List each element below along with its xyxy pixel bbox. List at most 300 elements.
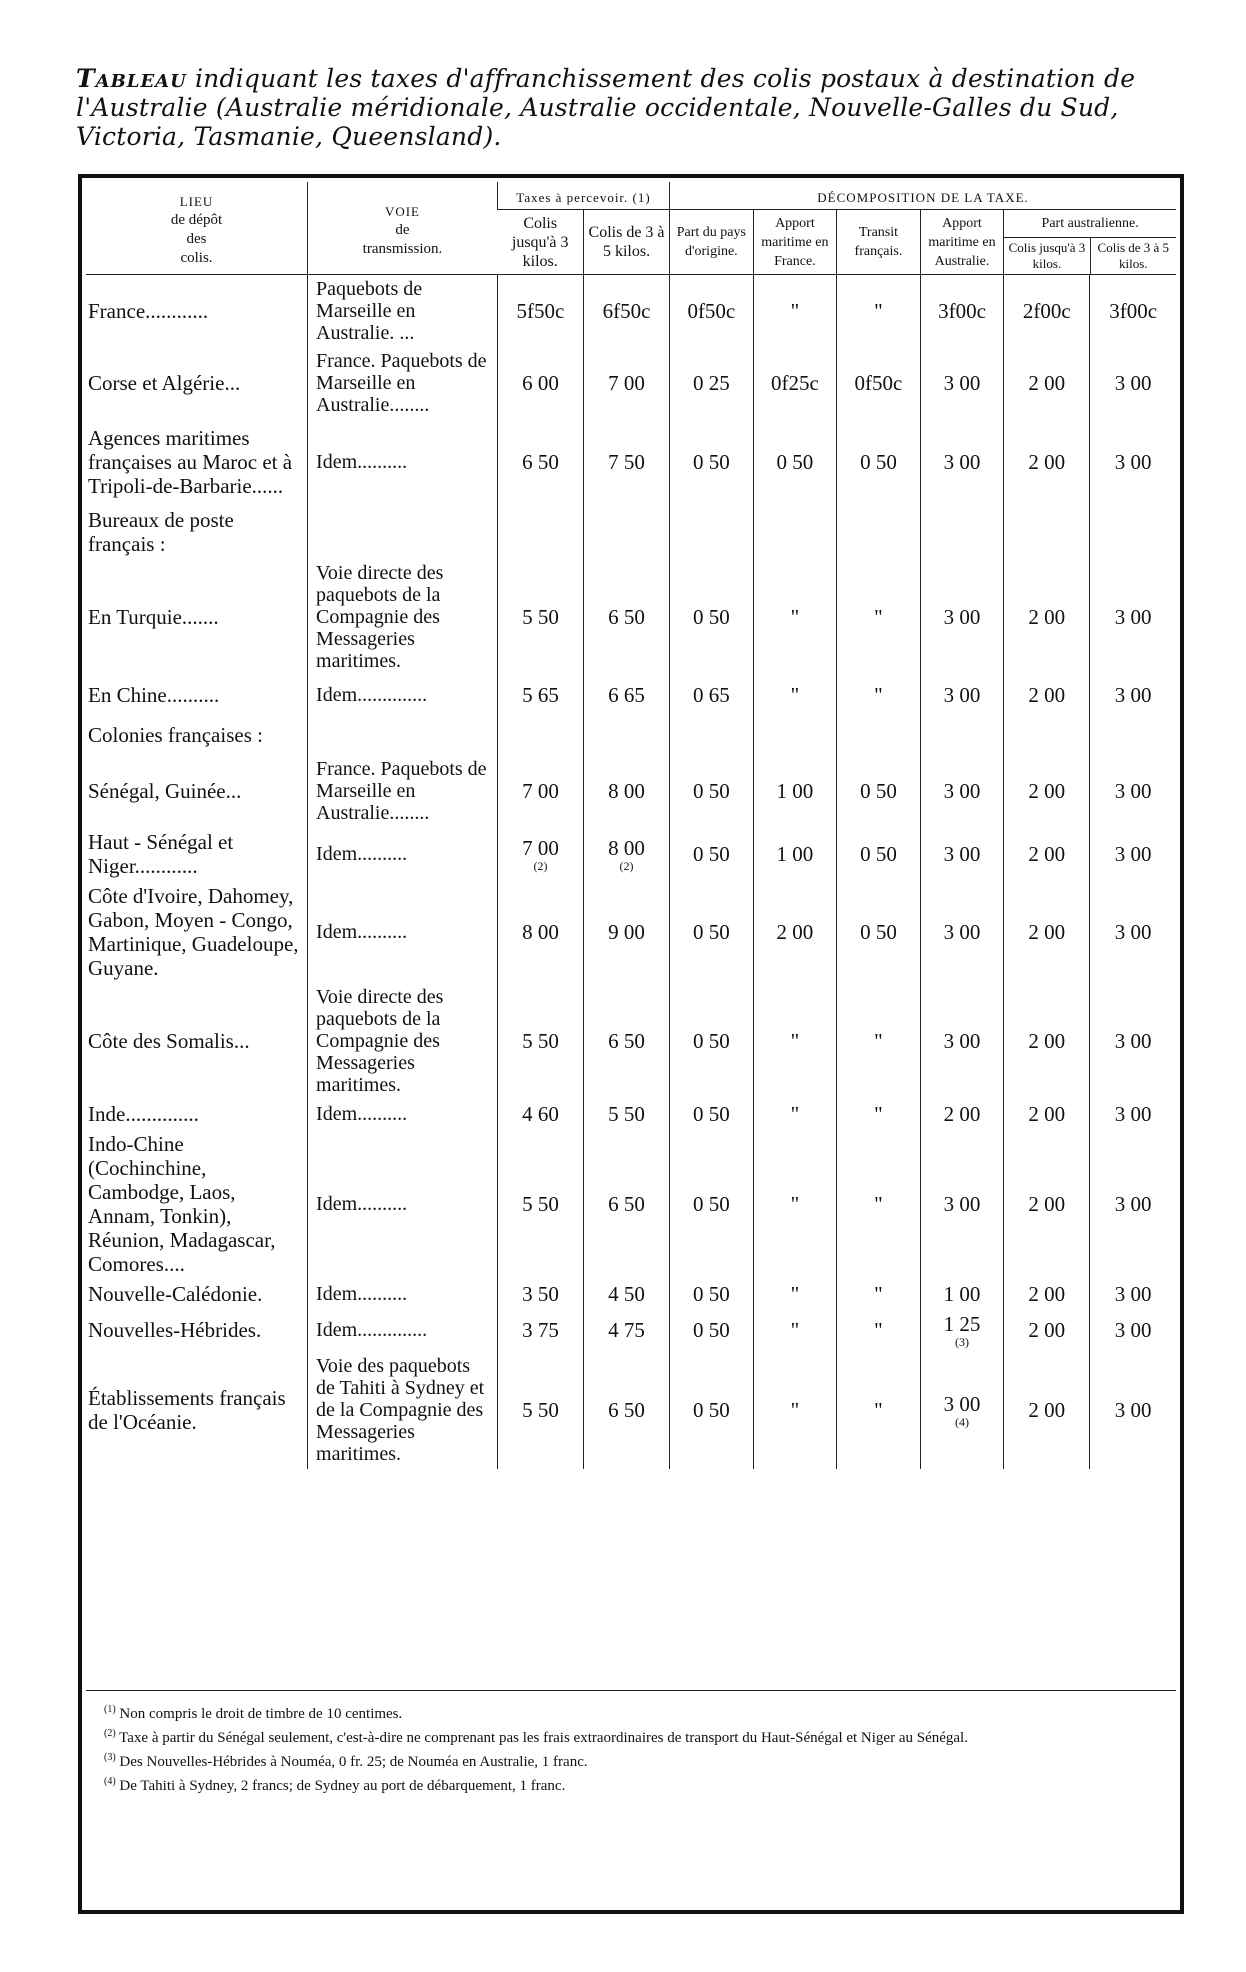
cell-note-mark: (4) (954, 1415, 969, 1429)
cell-value: 3 00 (1114, 779, 1152, 803)
cell-value: 2 00 (1028, 1318, 1066, 1342)
row-lieu: Établissements français de l'Océanie. (88, 1386, 286, 1434)
cell-t3 (497, 1309, 583, 1351)
cell-t35 (584, 1099, 670, 1129)
cell-value: 3 00 (1114, 1398, 1152, 1422)
footnote (104, 1772, 1164, 1796)
cell-value: 0 50 (692, 920, 730, 944)
cell-origine (670, 1099, 754, 1129)
row-voie: Idem.......... (308, 827, 498, 881)
cell-value: 5 50 (522, 1029, 559, 1053)
cell-t35 (584, 347, 670, 419)
cell-app-fr (753, 1129, 837, 1279)
cell-value: 3 00 (943, 920, 981, 944)
cell-value: 5 50 (522, 1192, 559, 1216)
cell-value: 2f00c (1022, 299, 1071, 323)
cell-transit (837, 881, 921, 983)
cell-value: 0 65 (692, 683, 730, 707)
cell-origine (670, 1309, 754, 1351)
table-row (86, 715, 1176, 755)
cell-app-fr (753, 983, 837, 1099)
cell-value: 2 00 (1028, 683, 1066, 707)
cell-pa3 (1004, 505, 1090, 559)
cell-pa3 (1004, 983, 1090, 1099)
cell-value: 4 75 (608, 1318, 645, 1342)
cell-transit (837, 983, 921, 1099)
footnote-mark: (2) (104, 1728, 116, 1739)
cell-value: 0 50 (692, 605, 730, 629)
cell-value: 3 00 (943, 605, 981, 629)
cell-value: " (790, 1398, 800, 1422)
cell-value: 1 25 (943, 1312, 981, 1336)
row-voie: Voie directe des paquebots de la Compagnie des Messageries maritimes. (308, 559, 498, 675)
cell-value: 0 50 (692, 1102, 730, 1126)
cell-value: 0 50 (692, 1029, 730, 1053)
cell-app-au (920, 1351, 1004, 1469)
cell-transit (837, 419, 921, 505)
cell-origine (670, 827, 754, 881)
row-voie: Paquebots de Marseille en Australie. ... (308, 275, 498, 348)
cell-value: 0 25 (692, 371, 730, 395)
footnotes (104, 1700, 1164, 1796)
cell-value: 3 00 (1114, 371, 1152, 395)
cell-app-au (920, 827, 1004, 881)
cell-value: " (790, 1029, 800, 1053)
cell-value: 3 00 (1114, 605, 1152, 629)
cell-value: 2 00 (1028, 779, 1066, 803)
cell-value: 3 00 (1114, 683, 1152, 707)
cell-pa35 (1090, 715, 1176, 755)
cell-t3 (497, 983, 583, 1099)
header-pa-colis-3-5: Colis de 3 à 5 kilos. (1097, 240, 1170, 271)
cell-value: 3 00 (1114, 1192, 1152, 1216)
cell-pa3 (1004, 419, 1090, 505)
title-rest: indiquant les taxes d'affranchissement des colis postaux à destination de l'Australie (Australie méridionale, Australie occidentale, Nouvelle-Galles du Sud, Victoria, Tasmanie, Queensland). (76, 64, 1136, 151)
cell-app-fr (753, 715, 837, 755)
header-voie: VOIE de transmission. (308, 182, 498, 275)
cell-origine (670, 505, 754, 559)
cell-value: 6 65 (608, 683, 645, 707)
row-voie (308, 505, 498, 559)
header-pa-colis-3: Colis jusqu'à 3 kilos. (1004, 238, 1090, 274)
cell-value: 0f50c (854, 371, 903, 395)
cell-transit (837, 715, 921, 755)
cell-value: " (874, 1318, 883, 1342)
cell-value: 3 00 (1114, 1102, 1152, 1126)
cell-app-fr (753, 881, 837, 983)
footnote-mark: (1) (104, 1704, 116, 1715)
cell-value: 0 50 (860, 779, 897, 803)
table-row (86, 275, 1176, 348)
cell-app-fr (753, 675, 837, 715)
cell-value: 6 50 (608, 605, 645, 629)
cell-value: 5 50 (608, 1102, 645, 1126)
cell-value: 2 00 (1028, 371, 1066, 395)
cell-pa35 (1090, 983, 1176, 1099)
table-row (86, 419, 1176, 505)
cell-t3 (497, 419, 583, 505)
cell-pa3 (1004, 675, 1090, 715)
header-colis-3-5: Colis de 3 à 5 kilos. (584, 210, 670, 275)
cell-value: 0f50c (687, 299, 736, 323)
cell-value: 1 00 (776, 842, 814, 866)
cell-note-mark: (2) (533, 859, 548, 873)
cell-value: 3 00 (1114, 1029, 1152, 1053)
cell-app-fr (753, 1099, 837, 1129)
cell-value: 3f00c (1109, 299, 1158, 323)
footnote-text: Non compris le droit de timbre de 10 centimes. (119, 1706, 403, 1722)
header-transit: Transit français. (837, 210, 921, 275)
cell-pa35 (1090, 559, 1176, 675)
cell-pa3 (1004, 559, 1090, 675)
cell-value: " (874, 1102, 883, 1126)
cell-value: 8 00 (522, 920, 559, 944)
cell-value: 3 00 (1114, 1282, 1152, 1306)
cell-value: 5 50 (522, 1398, 559, 1422)
cell-value: 9 00 (608, 920, 645, 944)
footnote-mark: (4) (104, 1776, 116, 1787)
cell-value: 0 50 (692, 779, 730, 803)
cell-value: 0 50 (860, 450, 897, 474)
cell-t3 (497, 755, 583, 827)
row-lieu: Colonies françaises : (88, 723, 263, 747)
cell-value: 3 75 (522, 1318, 559, 1342)
row-voie: France. Paquebots de Marseille en Australie........ (308, 347, 498, 419)
cell-t3 (497, 881, 583, 983)
table-row (86, 505, 1176, 559)
cell-value: 7 00 (522, 779, 559, 803)
cell-origine (670, 1279, 754, 1309)
cell-app-fr (753, 755, 837, 827)
cell-t3 (497, 347, 583, 419)
cell-value: " (874, 683, 883, 707)
cell-value: 2 00 (1028, 842, 1066, 866)
cell-value: " (790, 1102, 800, 1126)
cell-pa3 (1004, 1099, 1090, 1129)
row-lieu: Indo-Chine (Cochinchine, Cambodge, Laos, Annam, Tonkin), Réunion, Madagascar, Comores.... (88, 1132, 276, 1276)
cell-value: 3 00 (943, 450, 981, 474)
cell-app-fr (753, 347, 837, 419)
cell-t35 (584, 675, 670, 715)
cell-value: " (790, 1318, 800, 1342)
cell-app-fr (753, 827, 837, 881)
cell-value: 6f50c (602, 299, 651, 323)
cell-origine (670, 1129, 754, 1279)
cell-value: 7 00 (608, 371, 645, 395)
cell-value: 3 00 (943, 779, 981, 803)
cell-app-au (920, 675, 1004, 715)
cell-value: 5 65 (522, 683, 559, 707)
cell-t3 (497, 559, 583, 675)
cell-value: 0 50 (692, 1318, 730, 1342)
cell-t35 (584, 983, 670, 1099)
cell-pa35 (1090, 1351, 1176, 1469)
notes-divider (86, 1690, 1176, 1691)
cell-value: 6 50 (608, 1398, 645, 1422)
cell-pa35 (1090, 1309, 1176, 1351)
cell-pa3 (1004, 1351, 1090, 1469)
cell-value: 2 00 (1028, 1398, 1066, 1422)
table-row (86, 1351, 1176, 1469)
cell-app-au (920, 505, 1004, 559)
cell-app-au (920, 347, 1004, 419)
cell-t3 (497, 1099, 583, 1129)
cell-value: 3f00c (938, 299, 986, 323)
cell-value: 5f50c (516, 299, 565, 323)
cell-t35 (584, 559, 670, 675)
cell-value: " (790, 683, 800, 707)
cell-value: 6 50 (608, 1029, 645, 1053)
cell-value: 3 00 (1114, 1318, 1152, 1342)
cell-pa35 (1090, 419, 1176, 505)
cell-pa35 (1090, 881, 1176, 983)
cell-origine (670, 715, 754, 755)
cell-value: 5 50 (522, 605, 559, 629)
cell-app-au (920, 1279, 1004, 1309)
cell-origine (670, 347, 754, 419)
cell-origine (670, 275, 754, 348)
cell-value: 0 50 (860, 920, 897, 944)
cell-t3 (497, 1351, 583, 1469)
cell-value: 2 00 (776, 920, 814, 944)
table-row (86, 1279, 1176, 1309)
cell-value: 8 00 (608, 779, 645, 803)
cell-app-fr (753, 419, 837, 505)
footnote-text: De Tahiti à Sydney, 2 francs; de Sydney au port de débarquement, 1 franc. (119, 1778, 566, 1794)
header-colis-3: Colis jusqu'à 3 kilos. (497, 210, 583, 275)
cell-app-fr (753, 559, 837, 675)
cell-value: 0 50 (692, 1398, 730, 1422)
row-voie: Idem.......... (308, 1279, 498, 1309)
row-lieu: Corse et Algérie... (88, 371, 241, 395)
cell-value: " (790, 1192, 800, 1216)
footnote-text: Taxe à partir du Sénégal seulement, c'est-à-dire ne comprenant pas les frais extraordinaires de transport du Haut-Sénégal et Niger au Sénégal. (119, 1730, 968, 1746)
row-voie: Idem.......... (308, 1129, 498, 1279)
cell-value: " (874, 1282, 883, 1306)
cell-pa3 (1004, 881, 1090, 983)
cell-app-au (920, 559, 1004, 675)
cell-origine (670, 881, 754, 983)
cell-t3 (497, 715, 583, 755)
cell-value: 0 50 (860, 842, 897, 866)
cell-value: 1 00 (943, 1282, 981, 1306)
cell-value: 0 50 (692, 450, 730, 474)
cell-app-au (920, 1309, 1004, 1351)
row-lieu: Agences maritimes françaises au Maroc et à Tripoli-de-Barbarie...... (88, 426, 293, 498)
cell-value: " (874, 1192, 883, 1216)
table-row (86, 1309, 1176, 1351)
cell-value: 0 50 (692, 1192, 730, 1216)
cell-origine (670, 419, 754, 505)
cell-pa3 (1004, 1309, 1090, 1351)
cell-value: 2 00 (943, 1102, 981, 1126)
cell-value: 0f25c (770, 371, 819, 395)
cell-transit (837, 1351, 921, 1469)
cell-t35 (584, 827, 670, 881)
row-lieu: Sénégal, Guinée... (88, 779, 242, 803)
cell-app-au (920, 755, 1004, 827)
cell-value: 8 00 (608, 836, 645, 860)
table-row (86, 755, 1176, 827)
cell-app-fr (753, 1279, 837, 1309)
row-lieu: Inde.............. (88, 1102, 199, 1126)
cell-transit (837, 559, 921, 675)
cell-value: 2 00 (1028, 450, 1066, 474)
cell-value: 6 50 (522, 450, 559, 474)
cell-value: 3 00 (943, 1192, 981, 1216)
cell-t3 (497, 827, 583, 881)
cell-value: 3 00 (943, 1392, 981, 1416)
cell-value: " (874, 1398, 883, 1422)
cell-t35 (584, 275, 670, 348)
header-part-origine: Part du pays d'origine. (670, 210, 754, 275)
cell-t3 (497, 675, 583, 715)
cell-value: 3 00 (943, 683, 981, 707)
cell-transit (837, 827, 921, 881)
cell-value: 7 50 (608, 450, 645, 474)
row-voie: Voie directe des paquebots de la Compagnie des Messageries maritimes. (308, 983, 498, 1099)
row-lieu: Bureaux de poste français : (88, 508, 234, 556)
row-lieu: Côte d'Ivoire, Dahomey, Gabon, Moyen - Congo, Martinique, Guadeloupe, Guyane. (88, 884, 299, 980)
cell-value: " (874, 1029, 883, 1053)
table-body (86, 275, 1176, 1470)
cell-origine (670, 675, 754, 715)
cell-origine (670, 983, 754, 1099)
row-voie: Voie des paquebots de Tahiti à Sydney et de la Compagnie des Messageries maritimes. (308, 1351, 498, 1469)
footnote-text: Des Nouvelles-Hébrides à Nouméa, 0 fr. 25; de Nouméa en Australie, 1 franc. (119, 1754, 588, 1770)
header-part-australienne: Part australienne. Colis jusqu'à 3 kilos. Colis de 3 à 5 kilos. (1004, 210, 1176, 275)
cell-transit (837, 1309, 921, 1351)
cell-t35 (584, 419, 670, 505)
cell-value: 2 00 (1028, 920, 1066, 944)
cell-pa3 (1004, 275, 1090, 348)
row-lieu: Nouvelle-Calédonie. (88, 1282, 263, 1306)
row-voie: Idem.............. (308, 1309, 498, 1351)
table-row (86, 559, 1176, 675)
title-lead: Tableau (76, 64, 187, 93)
page-title (76, 64, 1206, 151)
cell-pa35 (1090, 1099, 1176, 1129)
cell-value: 2 00 (1028, 1282, 1066, 1306)
cell-value: " (790, 1282, 800, 1306)
cell-app-au (920, 983, 1004, 1099)
cell-pa3 (1004, 1129, 1090, 1279)
cell-pa35 (1090, 347, 1176, 419)
cell-t35 (584, 1129, 670, 1279)
cell-value: 3 00 (1114, 842, 1152, 866)
cell-t35 (584, 1279, 670, 1309)
cell-app-fr (753, 505, 837, 559)
row-lieu: Nouvelles-Hébrides. (88, 1318, 262, 1342)
cell-transit (837, 755, 921, 827)
cell-transit (837, 1279, 921, 1309)
cell-transit (837, 1129, 921, 1279)
cell-pa35 (1090, 1129, 1176, 1279)
cell-note-mark: (3) (954, 1335, 969, 1349)
cell-value: 3 00 (943, 842, 981, 866)
row-voie: Idem.......... (308, 881, 498, 983)
cell-value: " (790, 299, 800, 323)
row-lieu: France............ (88, 299, 209, 323)
cell-app-au (920, 1099, 1004, 1129)
cell-value: 1 00 (776, 779, 814, 803)
cell-pa3 (1004, 715, 1090, 755)
cell-pa35 (1090, 1279, 1176, 1309)
cell-t35 (584, 755, 670, 827)
cell-app-au (920, 715, 1004, 755)
cell-t35 (584, 715, 670, 755)
cell-value: 3 00 (943, 1029, 981, 1053)
cell-origine (670, 755, 754, 827)
table-row (86, 983, 1176, 1099)
cell-value: 7 00 (522, 836, 559, 860)
cell-value: 0 50 (692, 1282, 730, 1306)
footnote-mark: (3) (104, 1752, 116, 1763)
cell-t3 (497, 275, 583, 348)
cell-t3 (497, 1129, 583, 1279)
cell-value: 2 00 (1028, 1029, 1066, 1053)
cell-origine (670, 1351, 754, 1469)
cell-value: 6 50 (608, 1192, 645, 1216)
cell-t35 (584, 881, 670, 983)
cell-t35 (584, 1351, 670, 1469)
row-lieu: En Turquie....... (88, 605, 219, 629)
cell-pa35 (1090, 505, 1176, 559)
cell-transit (837, 1099, 921, 1129)
cell-app-au (920, 1129, 1004, 1279)
row-lieu: Côte des Somalis... (88, 1029, 250, 1053)
header-apport-france: Apport maritime en France. (753, 210, 837, 275)
cell-transit (837, 505, 921, 559)
cell-app-fr (753, 1351, 837, 1469)
table-row (86, 1129, 1176, 1279)
header-apport-australie: Apport maritime en Australie. (920, 210, 1004, 275)
cell-t3 (497, 505, 583, 559)
cell-value: 2 00 (1028, 1102, 1066, 1126)
cell-pa35 (1090, 755, 1176, 827)
cell-t3 (497, 1279, 583, 1309)
cell-value: " (874, 605, 883, 629)
cell-value: 2 00 (1028, 1192, 1066, 1216)
cell-origine (670, 559, 754, 675)
tariff-table (86, 182, 1176, 1469)
footnote (104, 1748, 1164, 1772)
cell-app-fr (753, 1309, 837, 1351)
cell-pa35 (1090, 275, 1176, 348)
cell-value: 3 50 (522, 1282, 559, 1306)
cell-pa3 (1004, 1279, 1090, 1309)
cell-app-au (920, 881, 1004, 983)
footnote (104, 1700, 1164, 1724)
cell-value: 0 50 (692, 842, 730, 866)
footnote (104, 1724, 1164, 1748)
cell-value: " (790, 605, 800, 629)
cell-value: 6 00 (522, 371, 559, 395)
cell-value: 4 60 (522, 1102, 559, 1126)
cell-pa3 (1004, 347, 1090, 419)
cell-value: 4 50 (608, 1282, 645, 1306)
cell-pa3 (1004, 827, 1090, 881)
cell-app-au (920, 275, 1004, 348)
cell-note-mark: (2) (619, 859, 634, 873)
cell-t35 (584, 505, 670, 559)
cell-transit (837, 675, 921, 715)
table-row (86, 1099, 1176, 1129)
row-voie: France. Paquebots de Marseille en Australie........ (308, 755, 498, 827)
table-row (86, 881, 1176, 983)
row-voie (308, 715, 498, 755)
cell-value: 3 00 (943, 371, 981, 395)
